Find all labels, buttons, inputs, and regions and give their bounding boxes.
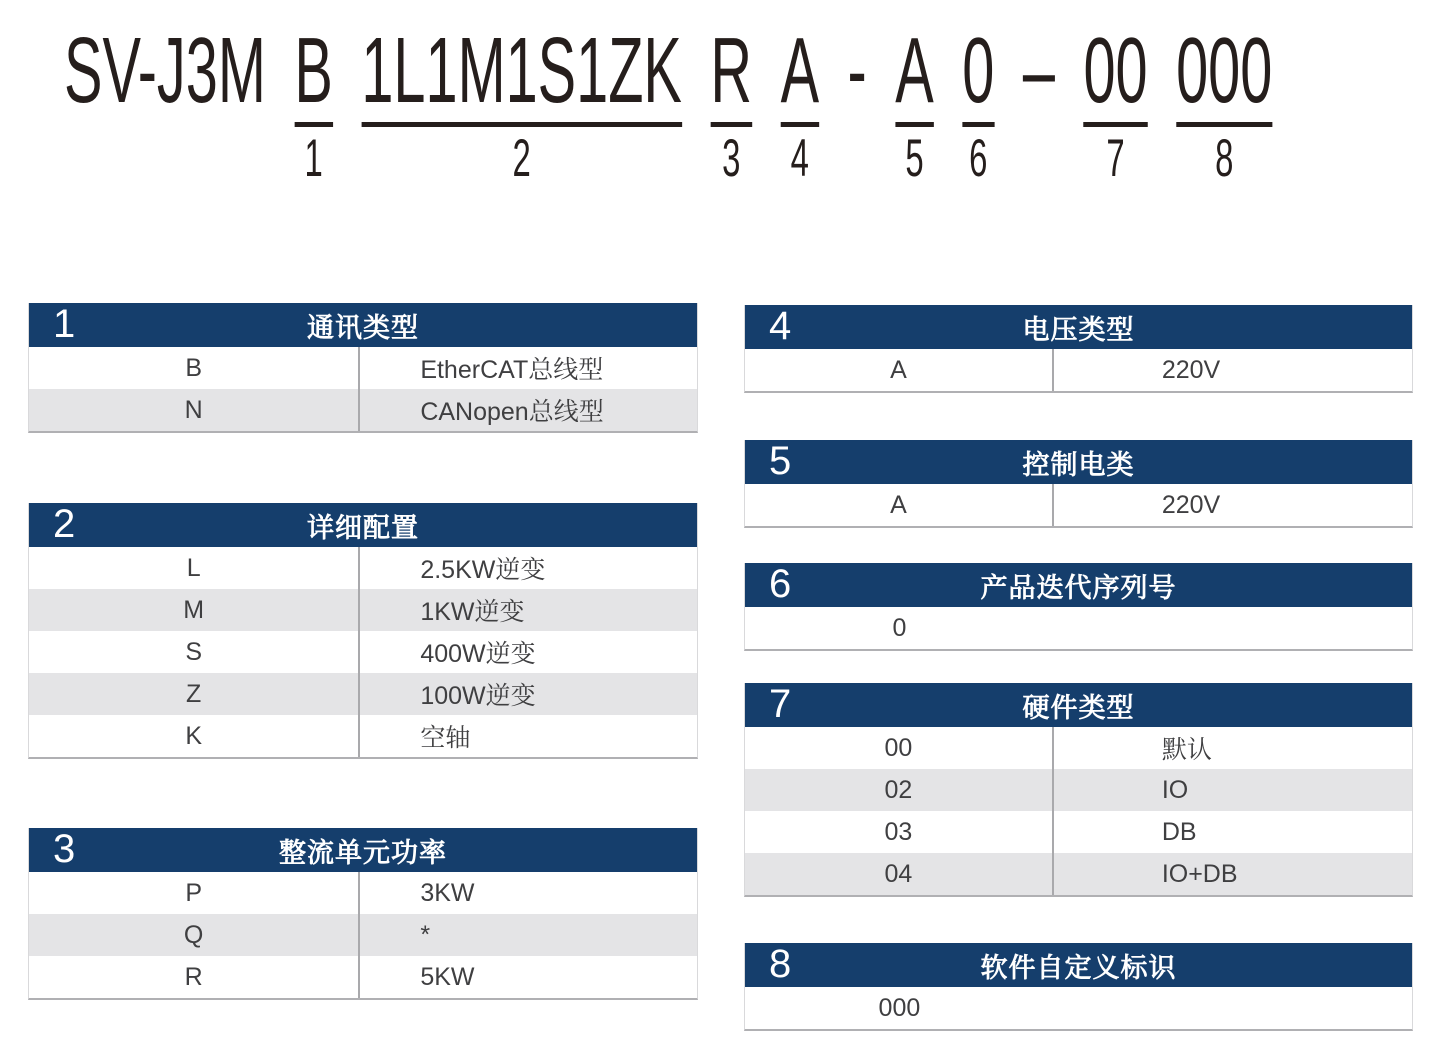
value-cell: IO+DB: [1161, 859, 1238, 888]
table-title: 详细配置: [307, 512, 419, 543]
value-cell: 220V: [1161, 355, 1221, 384]
model-code-segment: [64, 18, 266, 185]
segment-text: 0: [962, 18, 995, 122]
table-title: 产品迭代序列号: [980, 572, 1177, 603]
model-code-segment: [780, 18, 820, 188]
table-rectifier-unit-power: [28, 828, 698, 1000]
model-code-segment: [361, 18, 682, 188]
segment-text: B: [294, 18, 333, 122]
table-row: [29, 914, 697, 956]
model-code-segment: [710, 18, 753, 188]
table-row: [745, 727, 1412, 769]
table-row: [745, 853, 1412, 895]
segment-underline: [710, 122, 752, 127]
segment-underline: [962, 122, 994, 127]
table-row: [745, 349, 1412, 391]
value-cell: 2.5KW逆变: [420, 556, 546, 584]
segment-text: A: [780, 18, 820, 122]
table-header: [29, 303, 697, 347]
table-body: [745, 987, 1412, 1029]
segment-underline: [895, 122, 933, 127]
table-title: 控制电类: [1022, 449, 1135, 480]
table-row: [29, 673, 697, 715]
model-code-segment: [962, 18, 995, 188]
code-cell: A: [745, 349, 1054, 391]
table-row: [745, 987, 1412, 1029]
code-cell: R: [29, 956, 360, 998]
value-cell: DB: [1161, 817, 1197, 846]
code-cell: B: [29, 347, 360, 389]
value-cell: 5KW: [420, 962, 475, 991]
table-body: [745, 727, 1412, 895]
table-body: [745, 349, 1412, 391]
segment-number: 3: [722, 129, 741, 188]
table-row: [29, 389, 697, 431]
code-cell: P: [29, 872, 360, 914]
table-body: [745, 607, 1412, 649]
code-cell: L: [29, 547, 360, 589]
segment-underline: [1176, 122, 1272, 127]
table-body: [29, 872, 697, 998]
table-title: 硬件类型: [1022, 692, 1135, 723]
value-cell: CANopen总线型: [420, 398, 604, 426]
segment-number: 7: [1106, 129, 1125, 188]
table-row: [745, 811, 1412, 853]
code-cell: M: [29, 589, 360, 631]
segment-text: -: [847, 18, 867, 122]
model-code: [64, 18, 1273, 188]
table-header: [29, 503, 697, 547]
table-row: [29, 347, 697, 389]
model-code-segment: [1022, 18, 1055, 185]
code-cell: N: [29, 389, 360, 431]
table-detailed-configuration: [28, 503, 698, 759]
segment-text: 1L1M1S1ZK: [361, 18, 682, 122]
table-communication-type: [28, 303, 698, 433]
code-cell: S: [29, 631, 360, 673]
table-header: [29, 828, 697, 872]
table-body: [29, 347, 697, 431]
table-voltage-type: [744, 305, 1413, 393]
model-code-segment: [1083, 18, 1148, 188]
table-header: [745, 305, 1412, 349]
model-code-segment: [1176, 18, 1273, 188]
table-number: 2: [53, 501, 76, 546]
segment-number: 6: [969, 129, 988, 188]
code-cell: Z: [29, 673, 360, 715]
table-header: [745, 943, 1412, 987]
table-title: 软件自定义标识: [980, 952, 1177, 983]
table-title: 整流单元功率: [279, 837, 447, 868]
table-number: 5: [769, 438, 792, 483]
segment-number: 2: [512, 129, 531, 188]
value-cell: 1KW逆变: [420, 598, 525, 626]
code-cell: Q: [29, 914, 360, 956]
segment-underline: [361, 122, 682, 127]
code-cell: 000: [878, 993, 921, 1022]
table-header: [745, 440, 1412, 484]
table-software-custom-identifier: [744, 943, 1413, 1031]
segment-text: 000: [1176, 18, 1273, 122]
table-row: [29, 589, 697, 631]
table-product-iteration-serial: [744, 563, 1413, 651]
value-cell: EtherCAT总线型: [420, 356, 604, 384]
table-number: 4: [769, 303, 792, 348]
table-hardware-type: [744, 683, 1413, 897]
table-number: 7: [769, 681, 792, 726]
value-cell: *: [420, 920, 431, 949]
code-cell: 00: [745, 727, 1054, 769]
value-cell: IO: [1161, 775, 1189, 804]
model-code-segment: [895, 18, 934, 188]
table-body: [29, 547, 697, 757]
segment-underline: [781, 122, 819, 127]
table-row: [29, 715, 697, 757]
code-cell: 02: [745, 769, 1054, 811]
table-row: [29, 547, 697, 589]
table-row: [29, 956, 697, 998]
table-body: [745, 484, 1412, 526]
code-cell: 03: [745, 811, 1054, 853]
table-number: 3: [53, 826, 76, 871]
segment-text: –: [1022, 18, 1055, 122]
segment-underline: [1083, 122, 1147, 127]
segment-underline: [294, 122, 332, 127]
table-row: [745, 484, 1412, 526]
segment-number: 4: [790, 129, 809, 188]
segment-number: 1: [304, 129, 323, 188]
table-number: 8: [769, 941, 792, 986]
code-cell: 0: [892, 613, 907, 642]
table-header: [745, 683, 1412, 727]
value-cell: 3KW: [420, 878, 475, 907]
table-control-power-type: [744, 440, 1413, 528]
table-row: [745, 607, 1412, 649]
value-cell: 400W逆变: [420, 640, 536, 668]
table-row: [29, 631, 697, 673]
segment-number: 5: [905, 129, 924, 188]
code-cell: 04: [745, 853, 1054, 895]
segment-text: 00: [1083, 18, 1148, 122]
table-header: [745, 563, 1412, 607]
table-row: [29, 872, 697, 914]
table-number: 1: [53, 301, 76, 346]
table-title: 通讯类型: [307, 312, 419, 343]
segment-text: A: [895, 18, 934, 122]
value-cell: 220V: [1161, 490, 1221, 519]
model-code-segment: [847, 18, 867, 185]
value-cell: 100W逆变: [420, 682, 536, 710]
segment-number: 8: [1215, 129, 1234, 188]
segment-text: R: [710, 18, 753, 122]
code-cell: A: [745, 484, 1054, 526]
table-row: [745, 769, 1412, 811]
segment-text: SV-J3M: [64, 18, 266, 122]
value-cell: 默认: [1161, 736, 1212, 764]
code-cell: K: [29, 715, 360, 757]
model-code-segment: [294, 18, 333, 188]
table-number: 6: [769, 561, 792, 606]
value-cell: 空轴: [420, 724, 471, 752]
table-title: 电压类型: [1022, 314, 1135, 345]
